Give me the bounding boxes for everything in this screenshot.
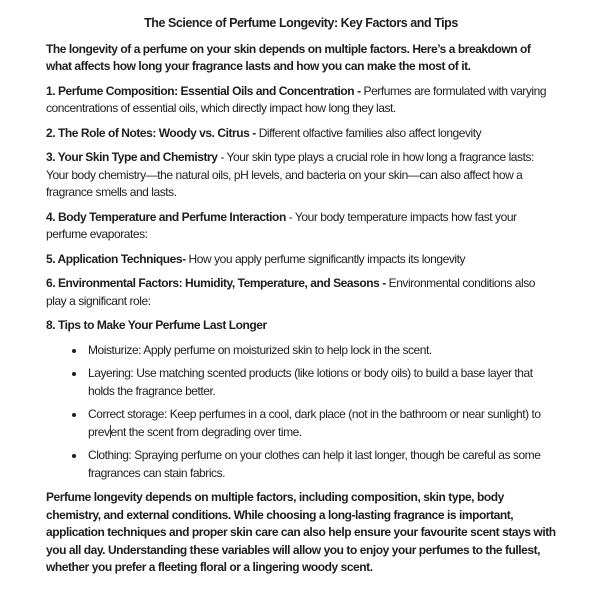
section-paragraph-3[interactable] <box>46 149 556 202</box>
intro-paragraph[interactable]: The longevity of a perfume on your skin depends on multiple factors. Here’s a breakdown of what affects how long your fragrance lasts and how you can make the most of it. <box>46 41 531 73</box>
section-paragraph-6[interactable] <box>46 275 556 310</box>
section-heading-2: 2. The Role of Notes: Woody vs. Citrus - <box>46 125 256 140</box>
section-body-1: Perfumes are formulated with varying concentrations of essential oils, which directly impact how long they last. <box>46 83 547 115</box>
section-heading-1: 1. Perfume Composition: Essential Oils and Concentration - <box>46 83 361 98</box>
section-paragraph-5[interactable] <box>46 251 556 269</box>
section-body-3: - Your skin type plays a crucial role in how long a fragrance lasts: Your body chemistry—the natural oils, pH levels, and bacteria on your skin—can also affect how a fragrance smells and lasts. <box>46 150 534 199</box>
tips-list <box>46 342 556 483</box>
list-item-clothing[interactable]: • Clothing: Spraying perfume on your clothes can help it last longer, though be careful as some fragrances can stain fabrics. <box>86 447 556 482</box>
section-paragraph-8[interactable] <box>46 317 556 335</box>
section-paragraph-2[interactable] <box>46 125 556 143</box>
section-body-5: How you apply perfume significantly impacts its longevity <box>185 251 466 266</box>
list-item-layering[interactable]: • Layering: Use matching scented products (like lotions or body oils) to build a base layer that holds the fragrance better. <box>86 365 556 400</box>
section-heading-5: 5. Application Techniques- <box>46 251 186 266</box>
section-heading-3: 3. Your Skin Type and Chemistry <box>46 150 218 164</box>
section-paragraph-4[interactable] <box>46 209 556 244</box>
list-item-storage-pre-caret: Correct storage: Keep perfumes in a cool, dark place (not in the bathroom or near sunlight) to prev <box>88 407 541 439</box>
section-paragraph-1[interactable] <box>46 83 556 118</box>
section-body-4: - Your body temperature impacts how fast your perfume evaporates: <box>46 209 517 241</box>
list-item-storage-post-caret: ent the scent from degrading over time. <box>110 424 302 439</box>
section-heading-8: 8. Tips to Make Your Perfume Last Longer <box>46 318 267 332</box>
list-item-storage[interactable] <box>86 406 556 441</box>
section-body-6: Environmental conditions also play a significant role: <box>46 276 536 308</box>
document-title[interactable]: The Science of Perfume Longevity: Key Factors and Tips <box>144 16 458 30</box>
section-body-2: Different olfactive families also affect longevity <box>255 125 482 140</box>
list-item-moisturize[interactable]: • Moisturize: Apply perfume on moisturized skin to help lock in the scent. <box>86 342 556 360</box>
section-heading-4: 4. Body Temperature and Perfume Interaction <box>46 209 286 224</box>
section-heading-6: 6. Environmental Factors: Humidity, Temperature, and Seasons - <box>46 276 386 290</box>
conclusion-paragraph[interactable]: Perfume longevity depends on multiple factors, including composition, skin type, body chemistry, and external conditions. While choosing a long-lasting fragrance is important, application techniques and proper skin care can also help ensure your favourite scent stays with you all day. Understanding these variables will allow you to enjoy your perfumes to the fullest, whether you prefer a fleeting floral or a lingering woody scent. <box>46 490 556 574</box>
